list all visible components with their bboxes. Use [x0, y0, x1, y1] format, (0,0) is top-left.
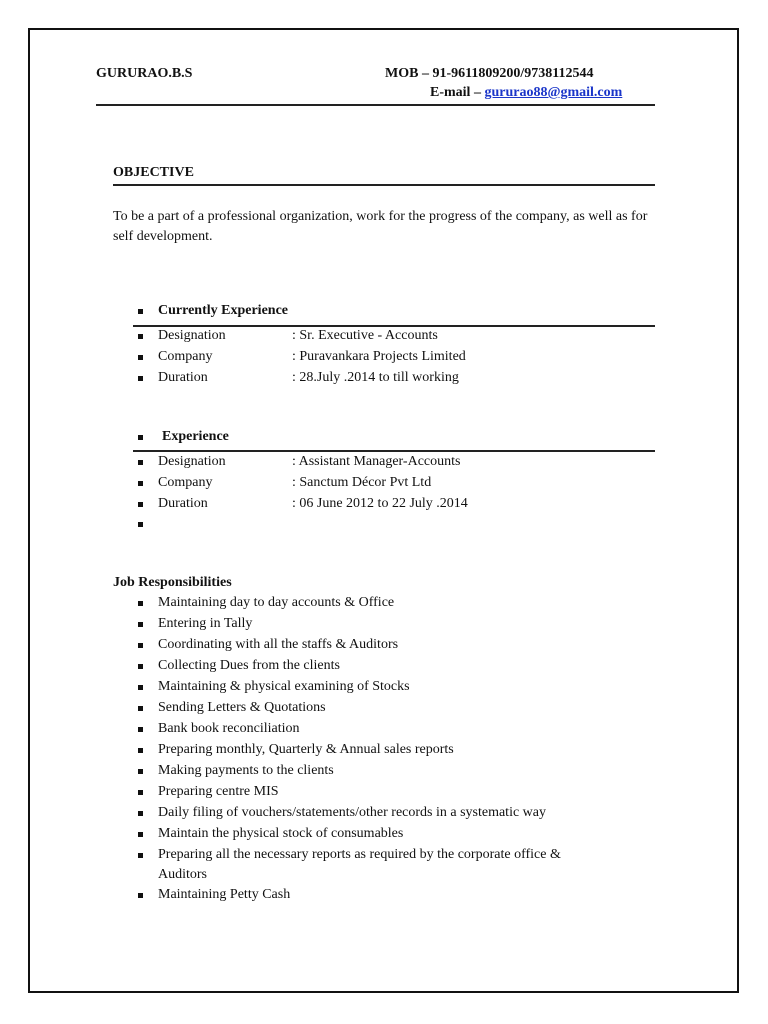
- objective-text: To be a part of a professional organization, work for the progress of the company, as well as for self development.: [113, 209, 648, 244]
- bullet: [138, 893, 143, 898]
- responsibility-item: Maintaining Petty Cash: [158, 887, 291, 902]
- exp-company-value: : Sanctum Décor Pvt Ltd: [292, 475, 432, 490]
- responsibility-item: Preparing all the necessary reports as required by the corporate office &: [158, 847, 561, 862]
- bullet: [138, 460, 143, 465]
- bullet: [138, 502, 143, 507]
- responsibility-item: Maintain the physical stock of consumables: [158, 826, 404, 841]
- bullet: [138, 853, 143, 858]
- responsibility-item: Maintaining & physical examining of Stocks: [158, 679, 410, 694]
- email-link[interactable]: gururao88@gmail.com: [484, 85, 623, 100]
- objective-heading: OBJECTIVE: [113, 165, 194, 180]
- current-duration-label: Duration: [158, 370, 208, 385]
- mobile-number: 91-9611809200/9738112544: [432, 66, 594, 81]
- exp-duration-value: : 06 June 2012 to 22 July .2014: [292, 496, 468, 511]
- current-designation-value: : Sr. Executive - Accounts: [292, 328, 438, 343]
- bullet: [138, 355, 143, 360]
- responsibility-item: Daily filing of vouchers/statements/other records in a systematic way: [158, 805, 547, 820]
- email-label: E-mail –: [430, 85, 481, 100]
- bullet: [138, 664, 143, 669]
- current-company-label: Company: [158, 349, 213, 364]
- responsibility-item: Entering in Tally: [158, 616, 253, 631]
- bullet: [138, 622, 143, 627]
- bullet: [138, 748, 143, 753]
- exp-designation-label: Designation: [158, 454, 226, 469]
- bullet: [138, 769, 143, 774]
- responsibility-item: Collecting Dues from the clients: [158, 658, 340, 673]
- responsibility-item: Making payments to the clients: [158, 763, 334, 778]
- bullet: [138, 522, 143, 527]
- mobile-line: [385, 66, 593, 82]
- current-experience-rule: [133, 325, 655, 327]
- exp-duration-label: Duration: [158, 496, 208, 511]
- experience-heading: Experience: [162, 429, 229, 444]
- responsibility-item: Sending Letters & Quotations: [158, 700, 326, 715]
- bullet: [138, 832, 143, 837]
- bullet: [138, 685, 143, 690]
- exp-company-label: Company: [158, 475, 213, 490]
- experience-rule: [133, 450, 655, 452]
- responsibility-item: Preparing monthly, Quarterly & Annual sales reports: [158, 742, 454, 757]
- responsibility-item: Bank book reconciliation: [158, 721, 300, 736]
- bullet: [138, 706, 143, 711]
- candidate-name: GURURAO.B.S: [96, 66, 193, 81]
- mobile-label: MOB –: [385, 66, 429, 81]
- email-line: [430, 85, 622, 101]
- responsibility-item: Preparing centre MIS: [158, 784, 279, 799]
- responsibilities-heading: Job Responsibilities: [113, 575, 232, 590]
- objective-rule: [113, 184, 655, 186]
- bullet: [138, 811, 143, 816]
- bullet: [138, 481, 143, 486]
- bullet: [138, 309, 143, 314]
- header-rule: [96, 104, 655, 106]
- bullet: [138, 376, 143, 381]
- bullet: [138, 643, 143, 648]
- exp-designation-value: : Assistant Manager-Accounts: [292, 454, 461, 469]
- current-duration-value: : 28.July .2014 to till working: [292, 370, 459, 385]
- bullet: [138, 727, 143, 732]
- current-company-value: : Puravankara Projects Limited: [292, 349, 466, 364]
- bullet: [138, 435, 143, 440]
- current-experience-heading: Currently Experience: [158, 303, 288, 318]
- responsibility-item-continuation: Auditors: [158, 867, 207, 882]
- responsibility-item: Coordinating with all the staffs & Auditors: [158, 637, 399, 652]
- bullet: [138, 601, 143, 606]
- bullet: [138, 334, 143, 339]
- current-designation-label: Designation: [158, 328, 226, 343]
- responsibility-item: Maintaining day to day accounts & Office: [158, 595, 395, 610]
- bullet: [138, 790, 143, 795]
